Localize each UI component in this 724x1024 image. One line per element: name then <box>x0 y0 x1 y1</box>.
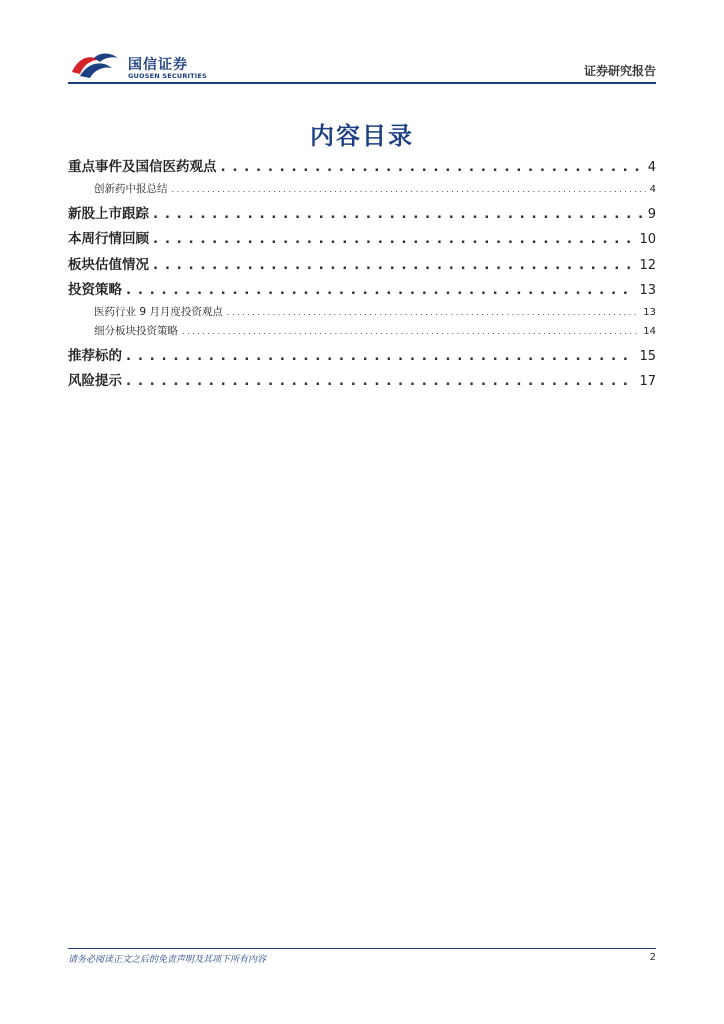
toc-entry[interactable] <box>68 344 656 364</box>
toc-entry-page: 17 <box>639 374 656 389</box>
toc-entry[interactable] <box>68 369 656 389</box>
toc-entry-label: 重点事件及国信医药观点 <box>68 159 217 175</box>
toc-subentry[interactable] <box>68 323 656 339</box>
toc-entry-page: 15 <box>639 349 656 364</box>
toc-entry[interactable] <box>68 202 656 222</box>
footer-divider <box>68 948 656 949</box>
toc-entry-page: 13 <box>639 283 656 298</box>
toc-dot-leader <box>153 231 635 247</box>
toc-entry-label: 投资策略 <box>68 282 122 298</box>
company-logo <box>68 48 228 82</box>
page-number: 2 <box>649 952 656 963</box>
toc-entry-label: 细分板块投资策略 <box>94 325 178 337</box>
toc-entry-page: 4 <box>649 184 656 195</box>
toc-dot-leader <box>153 257 635 273</box>
logo-chinese-name: 国信证券 <box>128 57 188 73</box>
toc-dot-leader <box>126 282 635 298</box>
toc-dot-leader <box>153 206 644 222</box>
toc-entry-page: 9 <box>647 207 656 222</box>
toc-dot-leader <box>221 159 644 175</box>
toc-entry-page: 10 <box>639 232 656 247</box>
toc-entry-page: 12 <box>639 258 656 273</box>
toc-entry[interactable] <box>68 227 656 247</box>
toc-entry-label: 新股上市跟踪 <box>68 206 149 222</box>
header-divider <box>68 82 656 84</box>
page-header <box>68 48 656 84</box>
toc-entry-label: 本周行情回顾 <box>68 231 149 247</box>
toc-entry-page: 4 <box>647 160 656 175</box>
toc-subentry[interactable] <box>68 304 656 320</box>
toc-entry[interactable] <box>68 278 656 298</box>
toc-entry-label: 创新药中报总结 <box>94 183 168 195</box>
footer-disclaimer: 请务必阅读正文之后的免责声明及其项下所有内容 <box>68 955 267 965</box>
logo-english-name: GUOSEN SECURITIES <box>128 72 207 80</box>
toc-entry-page: 14 <box>643 326 656 337</box>
toc-entry-label: 风险提示 <box>68 373 122 389</box>
toc-entry-label: 医药行业 9 月月度投资观点 <box>94 306 223 318</box>
report-type-label: 证券研究报告 <box>583 64 656 78</box>
guosen-logo-icon <box>68 50 126 82</box>
toc-dot-leader <box>227 306 639 318</box>
toc-entry[interactable] <box>68 253 656 273</box>
toc-entry-label: 板块估值情况 <box>68 257 149 273</box>
toc-entry-label: 推荐标的 <box>68 348 122 364</box>
toc-dot-leader <box>126 348 635 364</box>
toc-dot-leader <box>182 325 639 337</box>
toc-dot-leader <box>172 183 646 195</box>
toc-title: 内容目录 <box>310 122 414 150</box>
toc-entry[interactable] <box>68 155 656 175</box>
toc-entry-page: 13 <box>643 307 656 318</box>
toc-subentry[interactable] <box>68 181 656 197</box>
toc-dot-leader <box>126 373 635 389</box>
